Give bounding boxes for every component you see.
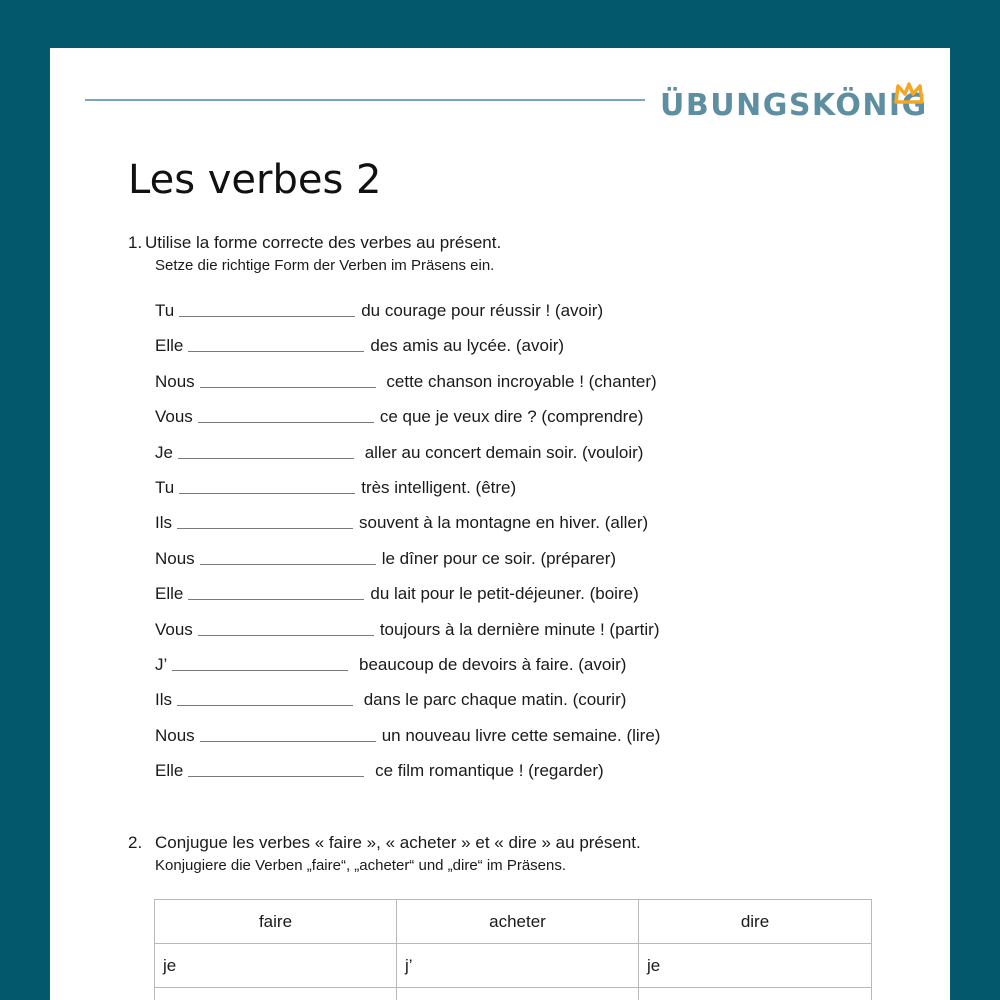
crown-icon <box>894 82 924 104</box>
table-header-row <box>155 900 872 944</box>
answer-blank[interactable] <box>198 406 374 423</box>
exercise-item <box>155 406 660 441</box>
exercise-subject: Elle <box>155 336 184 356</box>
exercise-item <box>155 442 660 477</box>
exercise-list <box>155 300 660 795</box>
exercise-item <box>155 725 660 760</box>
answer-blank[interactable] <box>177 512 353 529</box>
exercise-subject: Elle <box>155 584 184 604</box>
answer-blank[interactable] <box>179 300 355 317</box>
exercise-text: aller au concert demain soir. (vouloir) <box>359 442 644 462</box>
answer-blank[interactable] <box>178 442 354 459</box>
answer-blank[interactable] <box>188 335 364 352</box>
answer-blank[interactable] <box>177 689 353 706</box>
exercise-subject: Ils <box>155 690 172 710</box>
answer-blank[interactable] <box>200 725 376 742</box>
exercise-item <box>155 583 660 618</box>
exercise-item <box>155 548 660 583</box>
worksheet-page <box>50 48 950 1000</box>
table-row <box>155 988 872 1000</box>
exercise-item <box>155 654 660 689</box>
table-cell[interactable]: j’ <box>397 944 639 988</box>
exercise-subject: Tu <box>155 301 175 320</box>
exercise-subject: Nous <box>155 725 195 745</box>
exercise-subject: Je <box>155 442 173 462</box>
exercise-subject: Vous <box>155 407 193 427</box>
exercise-text: des amis au lycée. (avoir) <box>370 336 565 356</box>
exercise-text: toujours à la dernière minute ! (partir) <box>379 619 660 639</box>
exercise-subject: Nous <box>155 371 195 391</box>
exercise-subject: J’ <box>155 654 168 674</box>
brand-logo: ÜBUNGSKÖNIG <box>660 88 928 123</box>
exercise-item <box>155 300 660 335</box>
answer-blank[interactable] <box>200 548 376 565</box>
exercise-text: beaucoup de devoirs à faire. (avoir) <box>354 654 627 674</box>
column-header-faire: faire <box>155 900 397 944</box>
answer-blank[interactable] <box>172 654 348 671</box>
table-cell[interactable] <box>639 988 872 1000</box>
table-cell[interactable] <box>397 988 639 1000</box>
exercise-subject: Nous <box>155 548 195 568</box>
header-rule <box>85 99 645 101</box>
column-header-acheter: acheter <box>397 900 639 944</box>
table-cell[interactable] <box>155 988 397 1000</box>
exercise-text: dans le parc chaque matin. (courir) <box>359 690 627 710</box>
exercise-subject: Ils <box>155 513 172 533</box>
exercise-text: cette chanson incroyable ! (chanter) <box>381 371 657 391</box>
exercise-subject: Elle <box>155 761 184 781</box>
instruction-fr: Conjugue les verbes « faire », « acheter » et « dire » au présent. <box>155 833 641 852</box>
answer-blank[interactable] <box>198 619 374 636</box>
table-cell[interactable]: je <box>155 944 397 988</box>
instruction-fr: Utilise la forme correcte des verbes au présent. <box>145 233 502 252</box>
exercise-item <box>155 619 660 654</box>
answer-blank[interactable] <box>188 760 364 777</box>
page-title: Les verbes 2 <box>128 157 382 203</box>
table-cell[interactable]: je <box>639 944 872 988</box>
instruction-de: Konjugiere die Verben „faire“, „acheter“ und „dire“ im Präsens. <box>155 857 567 874</box>
exercise-text: très intelligent. (être) <box>361 477 517 497</box>
instruction-de: Setze die richtige Form der Verben im Präsens ein. <box>155 257 495 274</box>
exercise-text: souvent à la montagne en hiver. (aller) <box>359 513 649 533</box>
exercise-text: ce que je veux dire ? (comprendre) <box>379 407 644 427</box>
exercise-item <box>155 371 660 406</box>
exercise-text: un nouveau livre cette semaine. (lire) <box>381 725 661 745</box>
answer-blank[interactable] <box>200 371 376 388</box>
exercise-item <box>155 689 660 724</box>
exercise-text: du lait pour le petit-déjeuner. (boire) <box>370 584 639 604</box>
answer-blank[interactable] <box>179 477 355 494</box>
exercise-item <box>155 760 660 795</box>
exercise-text: du courage pour réussir ! (avoir) <box>361 301 604 320</box>
exercise-text: le dîner pour ce soir. (préparer) <box>381 548 617 568</box>
exercise-subject: Vous <box>155 619 193 639</box>
exercise-item <box>155 335 660 370</box>
answer-blank[interactable] <box>188 583 364 600</box>
exercise-item <box>155 512 660 547</box>
exercise-item <box>155 477 660 512</box>
exercise-subject: Tu <box>155 477 175 497</box>
task-number: 2. <box>128 833 143 852</box>
table-row <box>155 944 872 988</box>
column-header-dire: dire <box>639 900 872 944</box>
task-number: 1. <box>128 233 143 252</box>
exercise-text: ce film romantique ! (regarder) <box>370 761 604 781</box>
conjugation-table <box>154 899 872 1000</box>
